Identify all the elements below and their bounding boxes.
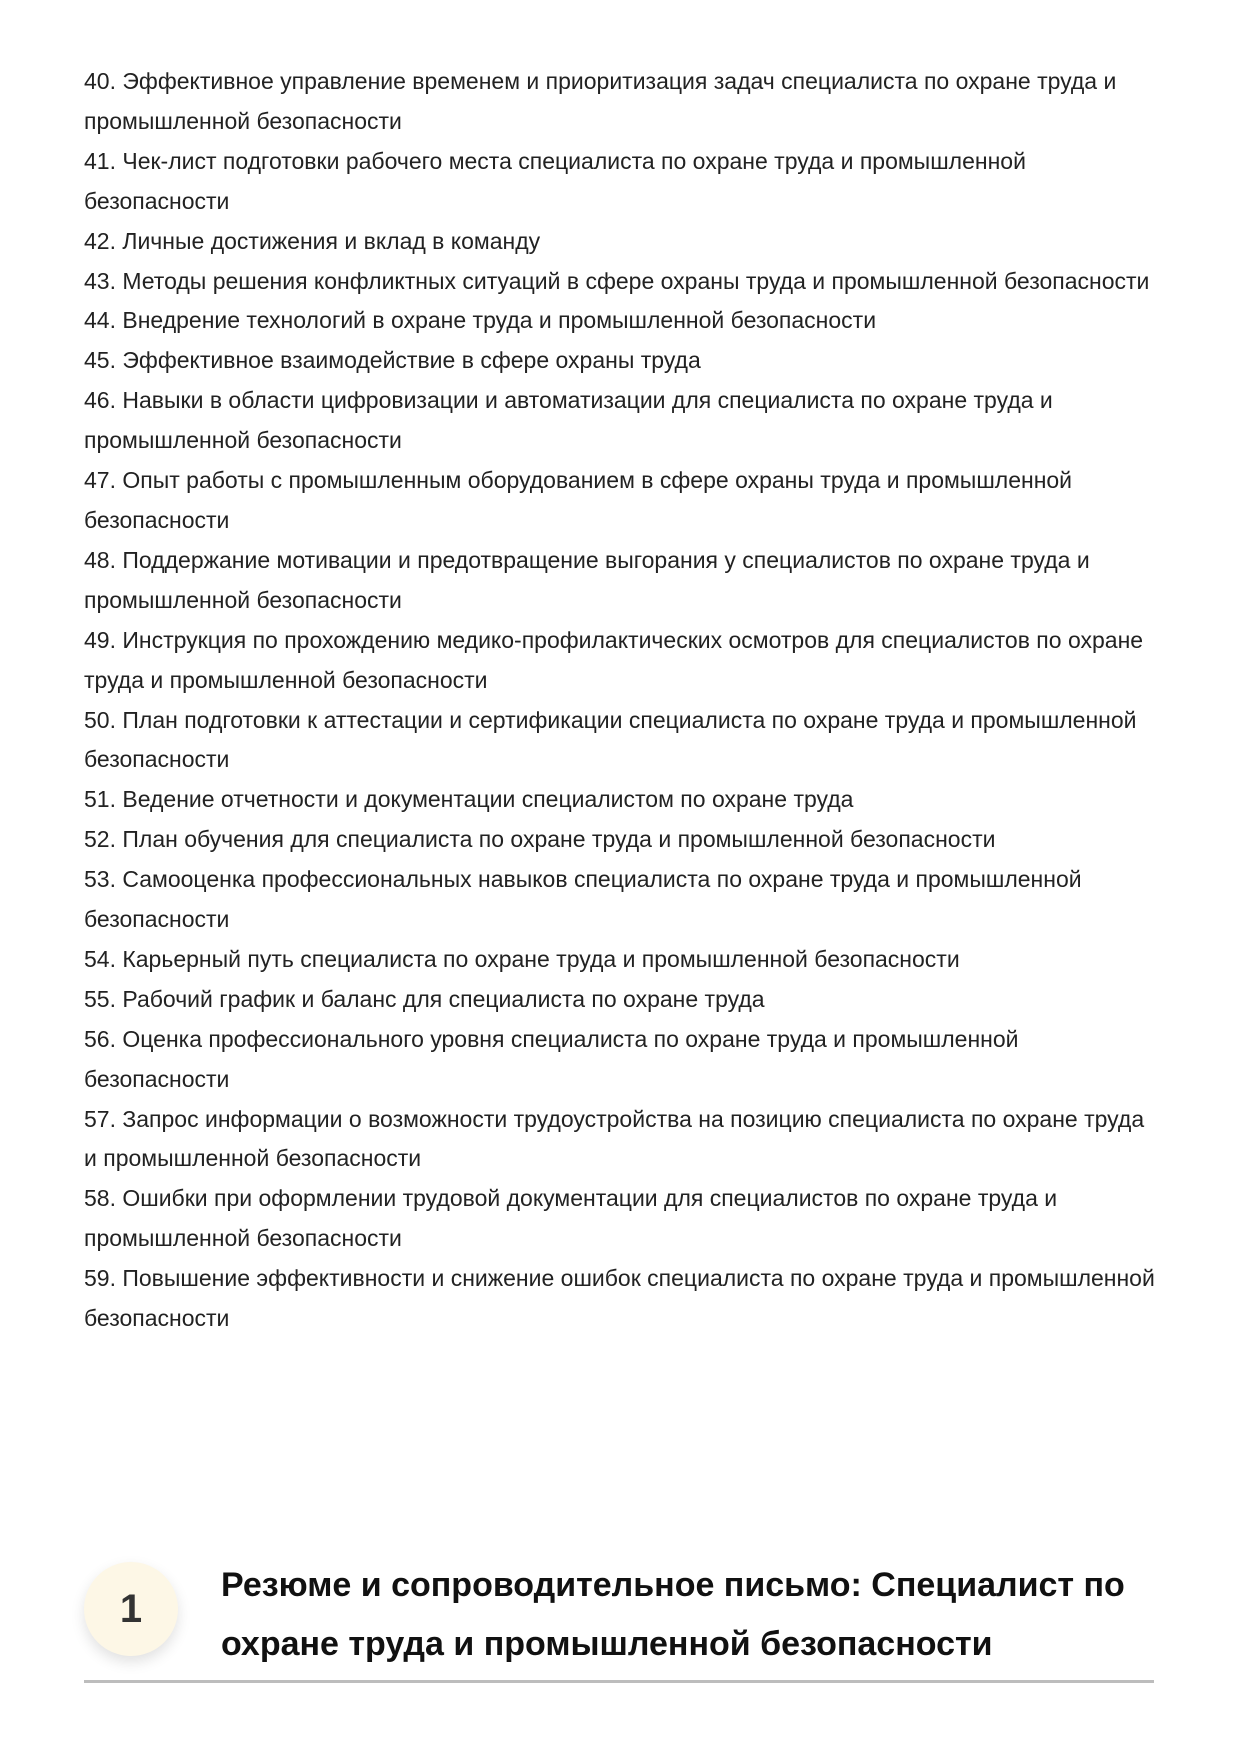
list-item[interactable]: 56. Оценка профессионального уровня специалиста по охране труда и промышленной безопасности <box>84 1025 1019 1092</box>
list-item[interactable]: 52. План обучения для специалиста по охране труда и промышленной безопасности <box>84 826 996 853</box>
list-item[interactable]: 51. Ведение отчетности и документации специалистом по охране труда <box>84 786 854 813</box>
list-item[interactable]: 49. Инструкция по прохождению медико-профилактических осмотров для специалистов по охране труда и промышленной безопасности <box>84 626 1144 693</box>
list-item[interactable]: 40. Эффективное управление временем и приоритизация задач специалиста по охране труда и промышленной безопасности <box>84 68 1117 134</box>
list-item[interactable]: 57. Запрос информации о возможности трудоустройства на позицию специалиста по охране труда и промышленной безопасности <box>84 1105 1145 1172</box>
list-item[interactable]: 41. Чек-лист подготовки рабочего места специалиста по охране труда и промышленной безопасности <box>84 147 1026 214</box>
list-item[interactable]: 43. Методы решения конфликтных ситуаций в сфере охраны труда и промышленной безопасности <box>84 267 1150 294</box>
list-item[interactable]: 45. Эффективное взаимодействие в сфере охраны труда <box>84 347 701 374</box>
list-item[interactable]: 48. Поддержание мотивации и предотвращение выгорания у специалистов по охране труда и промышленной безопасности <box>84 546 1090 613</box>
list-item[interactable]: 47. Опыт работы с промышленным оборудованием в сфере охраны труда и промышленной безопасности <box>84 467 1073 533</box>
section-title: Резюме и сопроводительное письмо: Специалист по охране труда и промышленной безопасности <box>221 1566 1125 1663</box>
list-item[interactable]: 58. Ошибки при оформлении трудовой документации для специалистов по охране труда и промышленной безопасности <box>84 1185 1058 1252</box>
list-item[interactable]: 46. Навыки в области цифровизации и автоматизации для специалиста по охране труда и промышленной безопасности <box>84 387 1053 454</box>
list-item[interactable]: 44. Внедрение технологий в охране труда и промышленной безопасности <box>84 307 877 334</box>
article-list <box>84 62 1159 1339</box>
list-item[interactable]: 59. Повышение эффективности и снижение ошибок специалиста по охране труда и промышленной безопасности <box>84 1265 1155 1332</box>
list-item[interactable]: 50. План подготовки к аттестации и сертификации специалиста по охране труда и промышленной безопасности <box>84 706 1137 773</box>
section-header <box>84 1548 1154 1683</box>
list-item[interactable]: 42. Личные достижения и вклад в команду <box>84 227 541 254</box>
section-number-badge: 1 <box>84 1562 178 1656</box>
list-item[interactable]: 55. Рабочий график и баланс для специалиста по охране труда <box>84 985 765 1012</box>
list-item[interactable]: 53. Самооценка профессиональных навыков специалиста по охране труда и промышленной безопасности <box>84 866 1082 933</box>
list-item[interactable]: 54. Карьерный путь специалиста по охране труда и промышленной безопасности <box>84 945 960 972</box>
